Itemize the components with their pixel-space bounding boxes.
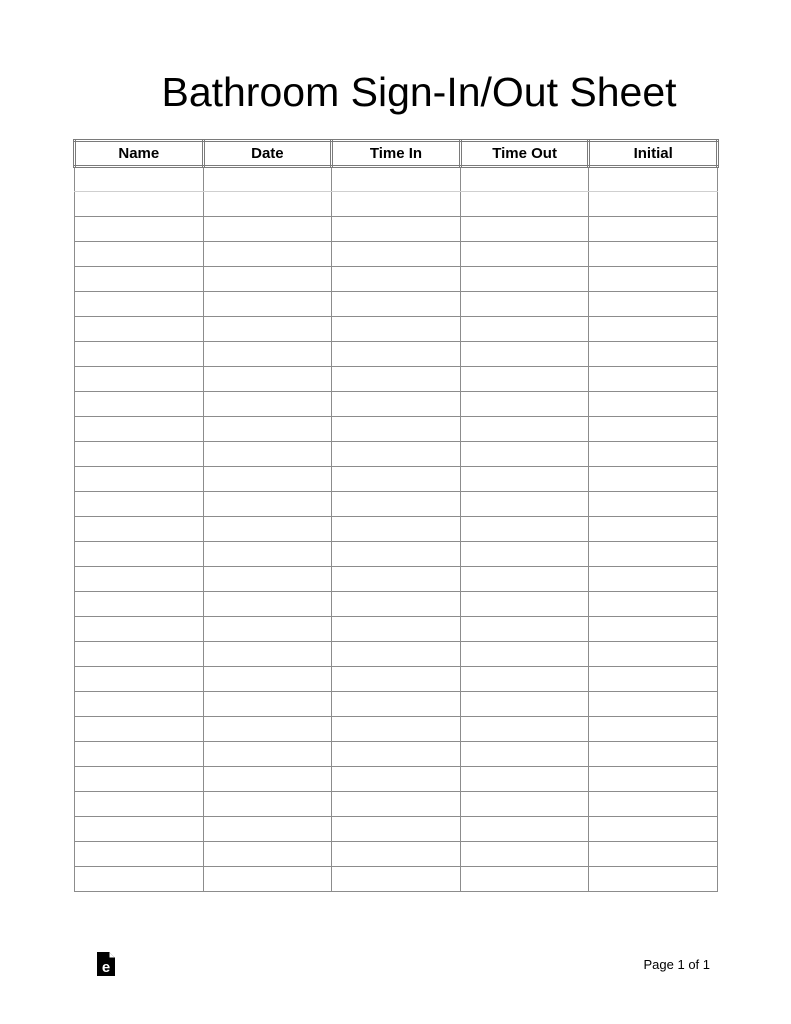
table-cell[interactable] <box>75 442 204 467</box>
table-cell[interactable] <box>75 667 204 692</box>
table-cell[interactable] <box>332 467 461 492</box>
table-cell[interactable] <box>589 192 718 217</box>
table-cell[interactable] <box>589 617 718 642</box>
table-cell[interactable] <box>332 392 461 417</box>
table-cell[interactable] <box>203 217 332 242</box>
table-cell[interactable] <box>75 317 204 342</box>
table-row <box>75 267 718 292</box>
table-cell[interactable] <box>589 517 718 542</box>
table-cell[interactable] <box>460 567 589 592</box>
table-row <box>75 567 718 592</box>
table-cell[interactable] <box>332 792 461 817</box>
table-cell[interactable] <box>332 642 461 667</box>
table-row <box>75 417 718 442</box>
table-cell[interactable] <box>460 642 589 667</box>
table-cell[interactable] <box>460 517 589 542</box>
table-cell[interactable] <box>460 742 589 767</box>
table-cell[interactable] <box>75 692 204 717</box>
table-cell[interactable] <box>460 592 589 617</box>
table-cell[interactable] <box>589 867 718 892</box>
table-cell[interactable] <box>460 842 589 867</box>
table-cell[interactable] <box>75 217 204 242</box>
table-cell[interactable] <box>332 292 461 317</box>
table-cell[interactable] <box>332 267 461 292</box>
table-cell[interactable] <box>203 642 332 667</box>
table-cell[interactable] <box>589 692 718 717</box>
table-cell[interactable] <box>75 192 204 217</box>
table-cell[interactable] <box>332 167 461 192</box>
table-cell[interactable] <box>203 367 332 392</box>
table-cell[interactable] <box>75 717 204 742</box>
table-cell[interactable] <box>332 492 461 517</box>
table-cell[interactable] <box>589 367 718 392</box>
table-cell[interactable] <box>589 342 718 367</box>
table-cell[interactable] <box>589 392 718 417</box>
table-cell[interactable] <box>589 767 718 792</box>
table-row <box>75 217 718 242</box>
table-cell[interactable] <box>332 692 461 717</box>
table-cell[interactable] <box>75 567 204 592</box>
table-cell[interactable] <box>75 642 204 667</box>
table-cell[interactable] <box>332 442 461 467</box>
table-cell[interactable] <box>589 442 718 467</box>
table-cell[interactable] <box>75 842 204 867</box>
table-cell[interactable] <box>460 267 589 292</box>
table-cell[interactable] <box>332 867 461 892</box>
table-cell[interactable] <box>203 767 332 792</box>
column-header-date: Date <box>203 141 332 167</box>
table-cell[interactable] <box>460 767 589 792</box>
table-cell[interactable] <box>203 667 332 692</box>
table-row <box>75 492 718 517</box>
table-cell[interactable] <box>589 542 718 567</box>
table-cell[interactable] <box>589 792 718 817</box>
column-header-time-out: Time Out <box>460 141 589 167</box>
table-row <box>75 342 718 367</box>
table-cell[interactable] <box>75 592 204 617</box>
table-row <box>75 692 718 717</box>
table-cell[interactable] <box>589 317 718 342</box>
table-cell[interactable] <box>589 567 718 592</box>
table-cell[interactable] <box>75 617 204 642</box>
table-cell[interactable] <box>332 542 461 567</box>
table-cell[interactable] <box>460 167 589 192</box>
table-cell[interactable] <box>75 292 204 317</box>
table-cell[interactable] <box>75 467 204 492</box>
table-row <box>75 167 718 192</box>
table-cell[interactable] <box>589 667 718 692</box>
table-row <box>75 592 718 617</box>
table-cell[interactable] <box>203 467 332 492</box>
table-cell[interactable] <box>203 592 332 617</box>
table-cell[interactable] <box>589 267 718 292</box>
table-cell[interactable] <box>332 617 461 642</box>
table-cell[interactable] <box>460 717 589 742</box>
table-row <box>75 292 718 317</box>
table-cell[interactable] <box>332 367 461 392</box>
table-cell[interactable] <box>203 792 332 817</box>
table-cell[interactable] <box>203 817 332 842</box>
table-cell[interactable] <box>203 617 332 642</box>
table-cell[interactable] <box>332 667 461 692</box>
table-row <box>75 617 718 642</box>
table-cell[interactable] <box>589 292 718 317</box>
table-cell[interactable] <box>460 317 589 342</box>
table-cell[interactable] <box>589 417 718 442</box>
table-row <box>75 317 718 342</box>
table-row <box>75 717 718 742</box>
table-cell[interactable] <box>589 467 718 492</box>
table-cell[interactable] <box>589 717 718 742</box>
column-header-time-in: Time In <box>332 141 461 167</box>
table-cell[interactable] <box>460 367 589 392</box>
table-cell[interactable] <box>75 792 204 817</box>
table-row <box>75 442 718 467</box>
table-cell[interactable] <box>589 167 718 192</box>
table-row <box>75 667 718 692</box>
table-row <box>75 742 718 767</box>
svg-text:e: e <box>101 959 111 976</box>
table-cell[interactable] <box>203 442 332 467</box>
table-row <box>75 192 718 217</box>
table-cell[interactable] <box>589 217 718 242</box>
table-cell[interactable] <box>75 742 204 767</box>
table-cell[interactable] <box>460 542 589 567</box>
table-cell[interactable] <box>460 617 589 642</box>
table-cell[interactable] <box>203 317 332 342</box>
table-cell[interactable] <box>460 467 589 492</box>
table-cell[interactable] <box>460 417 589 442</box>
table-cell[interactable] <box>75 517 204 542</box>
table-cell[interactable] <box>203 517 332 542</box>
table-cell[interactable] <box>589 842 718 867</box>
table-cell[interactable] <box>460 692 589 717</box>
sign-in-out-table <box>73 139 719 892</box>
table-cell[interactable] <box>460 242 589 267</box>
table-cell[interactable] <box>589 742 718 767</box>
table-cell[interactable] <box>460 192 589 217</box>
table-row <box>75 642 718 667</box>
table-cell[interactable] <box>203 417 332 442</box>
table-row <box>75 767 718 792</box>
table-cell[interactable] <box>460 342 589 367</box>
table-cell[interactable] <box>75 242 204 267</box>
table-cell[interactable] <box>332 717 461 742</box>
eforms-logo-icon <box>96 951 116 977</box>
table-cell[interactable] <box>332 767 461 792</box>
table-cell[interactable] <box>332 242 461 267</box>
table-cell[interactable] <box>460 817 589 842</box>
table-cell[interactable] <box>75 492 204 517</box>
table-cell[interactable] <box>460 442 589 467</box>
table-cell[interactable] <box>203 392 332 417</box>
table-row <box>75 542 718 567</box>
table-body <box>75 167 718 892</box>
table-cell[interactable] <box>460 792 589 817</box>
table-cell[interactable] <box>332 592 461 617</box>
table-row <box>75 392 718 417</box>
table-cell[interactable] <box>203 742 332 767</box>
table-row <box>75 867 718 892</box>
table-row <box>75 792 718 817</box>
table-cell[interactable] <box>203 167 332 192</box>
table-cell[interactable] <box>203 242 332 267</box>
table-cell[interactable] <box>75 767 204 792</box>
table-cell[interactable] <box>460 392 589 417</box>
table-cell[interactable] <box>203 867 332 892</box>
table-cell[interactable] <box>460 292 589 317</box>
table-cell[interactable] <box>75 167 204 192</box>
column-header-initial: Initial <box>589 141 718 167</box>
table-cell[interactable] <box>332 192 461 217</box>
table-cell[interactable] <box>460 492 589 517</box>
table-cell[interactable] <box>75 267 204 292</box>
table-cell[interactable] <box>75 417 204 442</box>
table-cell[interactable] <box>203 192 332 217</box>
table-cell[interactable] <box>589 817 718 842</box>
table-cell[interactable] <box>332 842 461 867</box>
table-cell[interactable] <box>332 517 461 542</box>
table-cell[interactable] <box>203 842 332 867</box>
table-cell[interactable] <box>203 292 332 317</box>
table-cell[interactable] <box>332 217 461 242</box>
table-row <box>75 467 718 492</box>
table-cell[interactable] <box>332 342 461 367</box>
column-header-name: Name <box>75 141 204 167</box>
table-row <box>75 842 718 867</box>
table-cell[interactable] <box>332 317 461 342</box>
table-cell[interactable] <box>203 342 332 367</box>
table-row <box>75 367 718 392</box>
table-cell[interactable] <box>332 742 461 767</box>
table-cell[interactable] <box>75 367 204 392</box>
table-cell[interactable] <box>75 867 204 892</box>
table-cell[interactable] <box>203 692 332 717</box>
table-cell[interactable] <box>589 492 718 517</box>
table-cell[interactable] <box>589 642 718 667</box>
table-cell[interactable] <box>75 342 204 367</box>
table-cell[interactable] <box>203 717 332 742</box>
table-cell[interactable] <box>203 492 332 517</box>
table-cell[interactable] <box>75 392 204 417</box>
table-header-row <box>75 141 718 167</box>
table-cell[interactable] <box>203 567 332 592</box>
table-cell[interactable] <box>589 592 718 617</box>
table-cell[interactable] <box>75 817 204 842</box>
table-cell[interactable] <box>332 417 461 442</box>
table-row <box>75 242 718 267</box>
table-cell[interactable] <box>460 667 589 692</box>
page-number: Page 1 of 1 <box>643 957 710 972</box>
table-cell[interactable] <box>460 217 589 242</box>
table-row <box>75 517 718 542</box>
page-title: Bathroom Sign-In/Out Sheet <box>161 69 677 115</box>
table-cell[interactable] <box>589 242 718 267</box>
table-cell[interactable] <box>75 542 204 567</box>
table-cell[interactable] <box>460 867 589 892</box>
table-cell[interactable] <box>332 817 461 842</box>
table-cell[interactable] <box>203 542 332 567</box>
table-cell[interactable] <box>332 567 461 592</box>
table-cell[interactable] <box>203 267 332 292</box>
table-row <box>75 817 718 842</box>
